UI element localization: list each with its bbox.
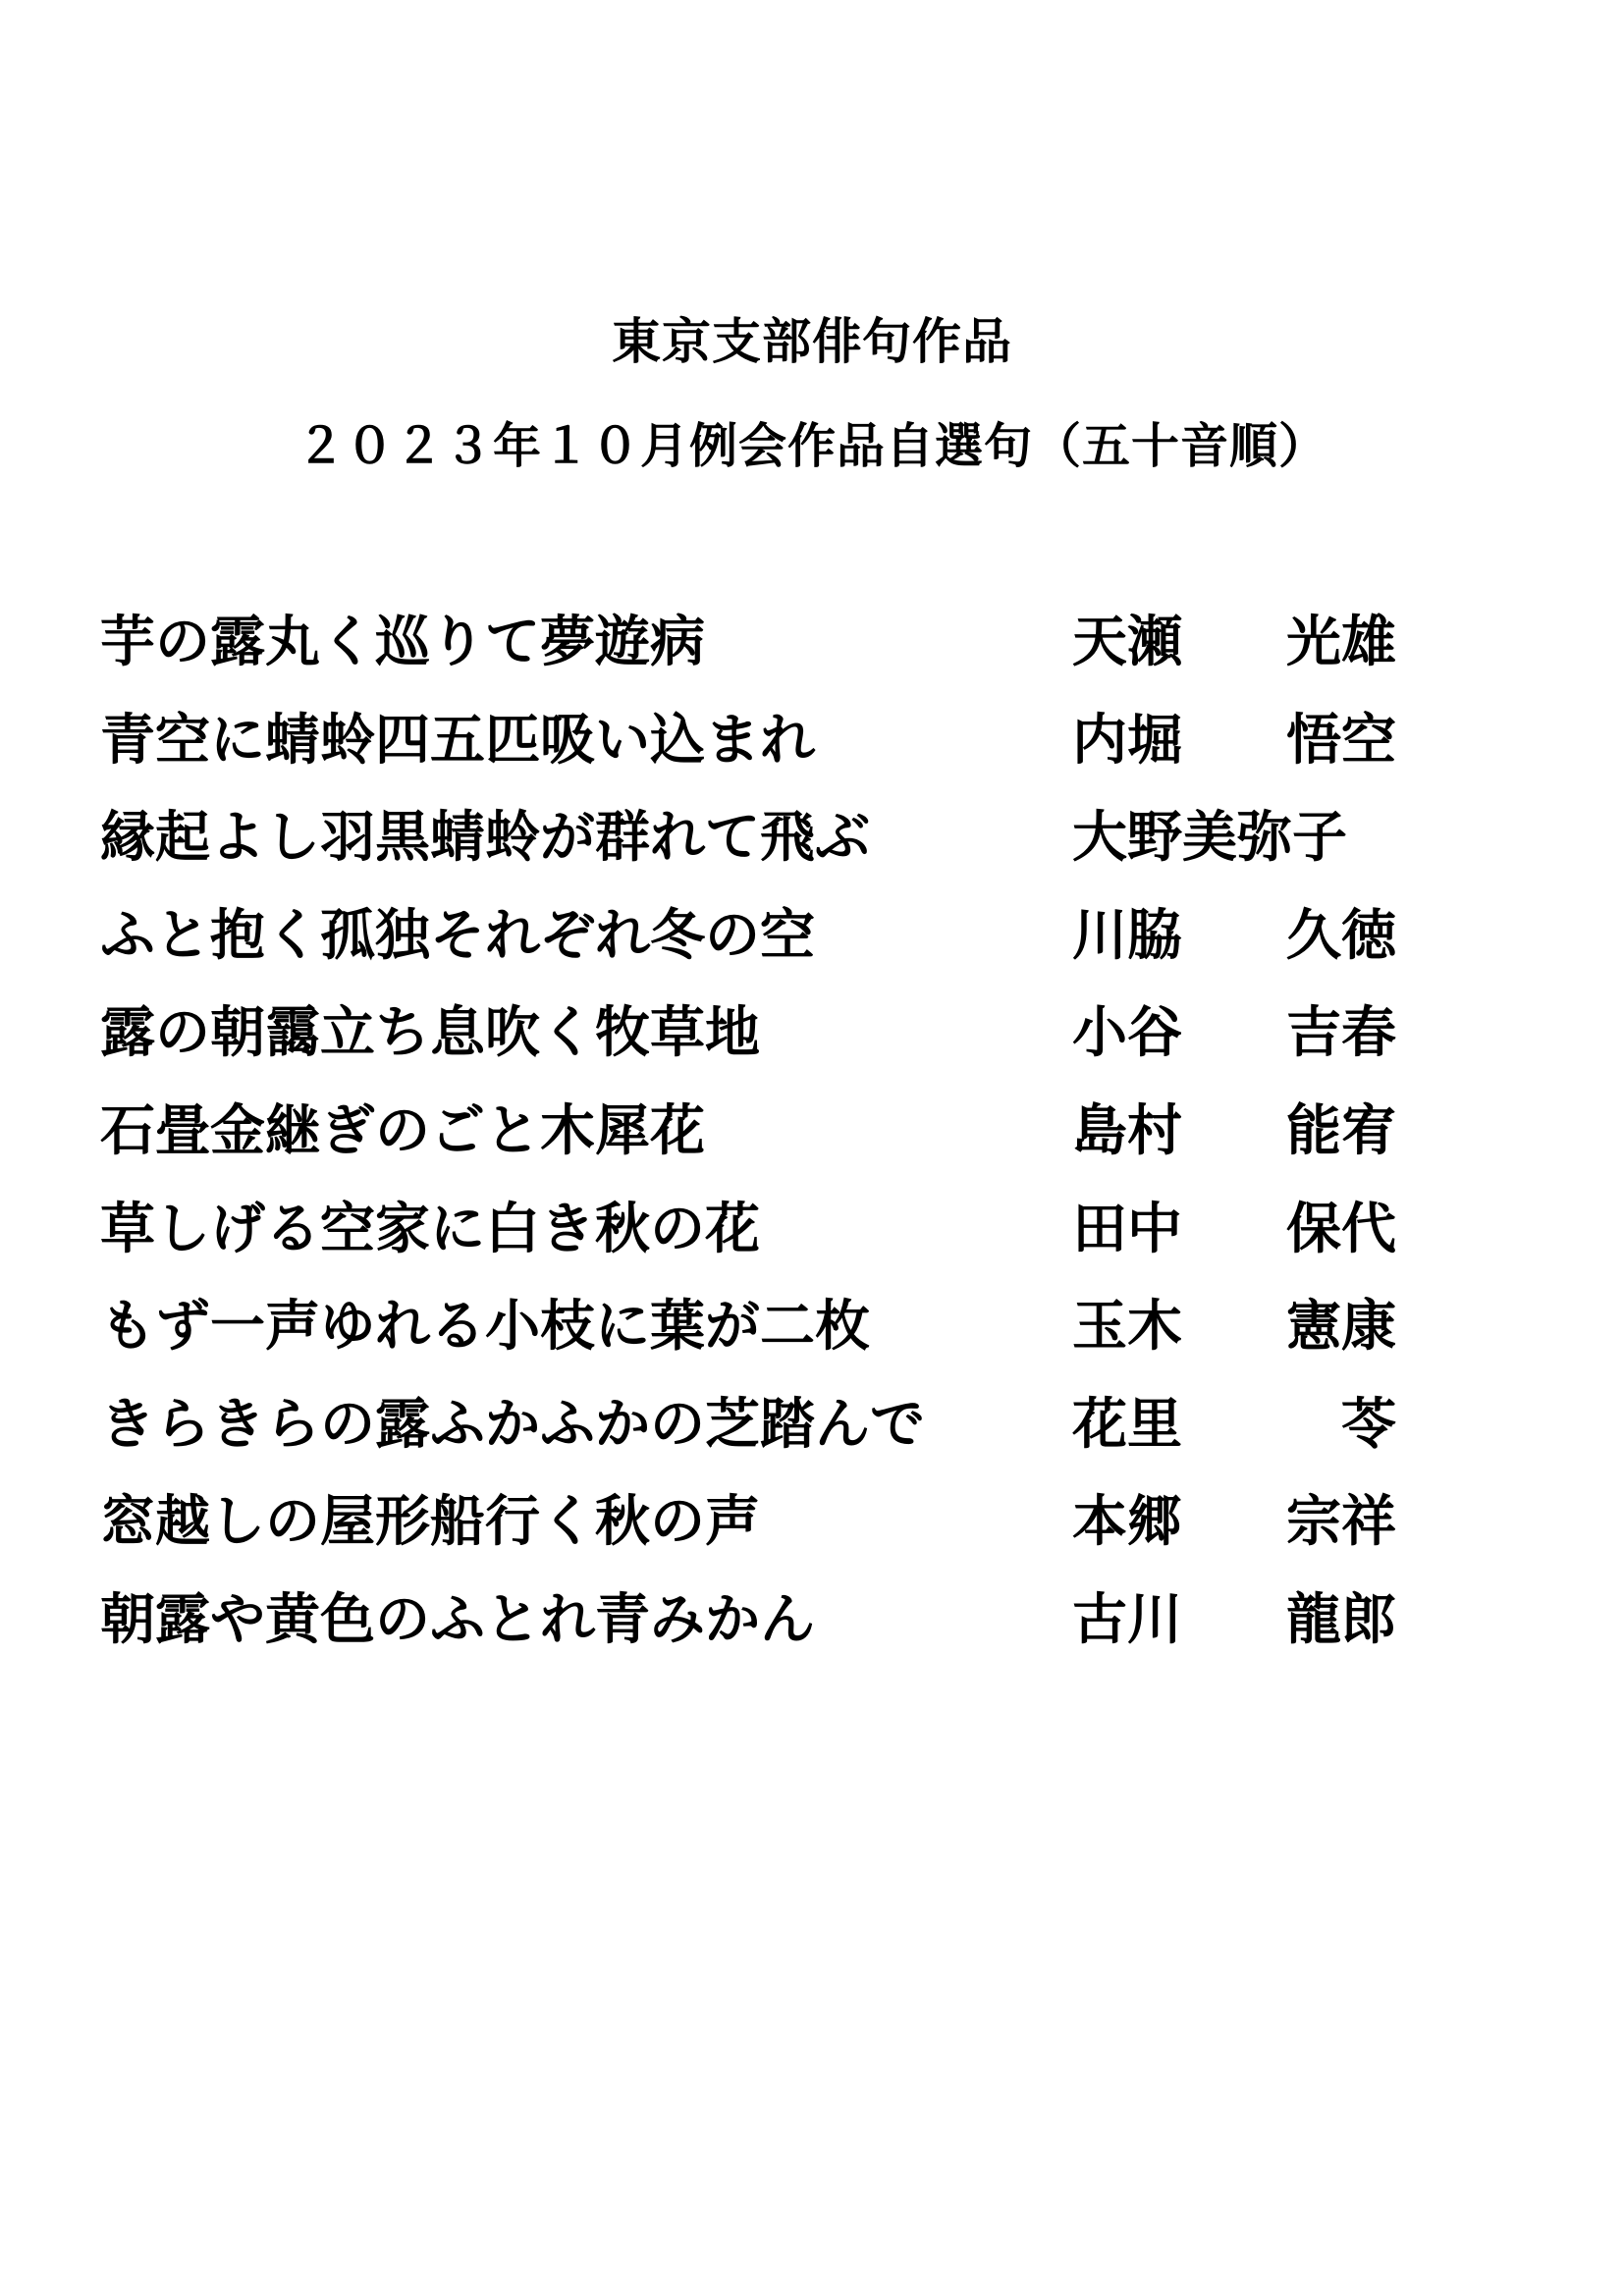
author-family-name: 玉木 (1072, 1294, 1182, 1360)
author-name (1072, 904, 1396, 967)
haiku-row (100, 1001, 1396, 1099)
author-name (1072, 806, 1396, 869)
author-family-name: 本郷 (1072, 1489, 1182, 1555)
haiku-text: 露の朝靄立ち息吹く牧草地 (100, 1000, 760, 1066)
haiku-text: 縁起よし羽黒蜻蛉が群れて飛ぶ (100, 805, 870, 871)
author-given-name: 久徳 (1286, 902, 1396, 968)
haiku-text: 草しげる空家に白き秋の花 (100, 1196, 760, 1261)
author-name (1072, 1198, 1396, 1260)
author-name (1072, 1490, 1396, 1553)
haiku-row (100, 806, 1396, 904)
author-given-name: 宗祥 (1286, 1489, 1396, 1555)
author-family-name: 内堀 (1072, 707, 1182, 773)
author-given-name: 光雄 (1286, 610, 1396, 674)
haiku-text: 石畳金継ぎのごと木犀花 (100, 1097, 705, 1163)
haiku-text: 芋の露丸く巡りて夢遊病 (100, 610, 705, 674)
haiku-row (100, 1588, 1396, 1686)
haiku-text: 朝露や黄色のふとれ青みかん (100, 1586, 815, 1652)
haiku-row (100, 1295, 1396, 1393)
author-given-name: 悟空 (1286, 707, 1396, 773)
haiku-text: 窓越しの屋形船行く秋の声 (100, 1489, 760, 1555)
author-name (1072, 611, 1396, 673)
author-name (1072, 1588, 1396, 1651)
author-family-name: 大野美弥子 (1072, 805, 1347, 871)
haiku-list (100, 611, 1396, 1686)
author-family-name: 川脇 (1072, 902, 1182, 968)
author-name (1072, 709, 1396, 772)
author-given-name: 能宥 (1286, 1097, 1396, 1163)
author-given-name: 憲康 (1286, 1294, 1396, 1360)
haiku-row (100, 709, 1396, 807)
page-header (0, 312, 1624, 475)
author-family-name: 田中 (1072, 1196, 1182, 1261)
author-name (1072, 1295, 1396, 1358)
author-given-name: 吉春 (1286, 1000, 1396, 1066)
haiku-row (100, 1198, 1396, 1296)
author-given-name: 龍郎 (1286, 1586, 1396, 1652)
author-family-name: 天瀬 (1072, 610, 1182, 674)
haiku-row (100, 1099, 1396, 1198)
author-family-name: 小谷 (1072, 1000, 1182, 1066)
haiku-row (100, 1393, 1396, 1491)
haiku-row (100, 611, 1396, 709)
haiku-text: ふと抱く孤独それぞれ冬の空 (100, 902, 815, 968)
author-family-name: 花里 (1072, 1391, 1182, 1457)
haiku-row (100, 1490, 1396, 1588)
haiku-row (100, 904, 1396, 1002)
author-name (1072, 1099, 1396, 1162)
page-title: 東京支部俳句作品 (612, 312, 1012, 370)
haiku-text: 青空に蜻蛉四五匹吸い込まれ (100, 707, 815, 773)
author-name (1072, 1393, 1396, 1456)
haiku-text: きらきらの露ふかふかの芝踏んで (100, 1391, 925, 1457)
haiku-text: もず一声ゆれる小枝に葉が二枚 (100, 1294, 870, 1360)
author-given-name: 苓 (1341, 1391, 1396, 1457)
page-subtitle: ２０２３年１０月例会作品自選句（五十音順） (296, 417, 1327, 474)
author-family-name: 古川 (1072, 1586, 1182, 1652)
author-family-name: 島村 (1072, 1097, 1182, 1163)
author-name (1072, 1001, 1396, 1064)
author-given-name: 保代 (1286, 1196, 1396, 1261)
